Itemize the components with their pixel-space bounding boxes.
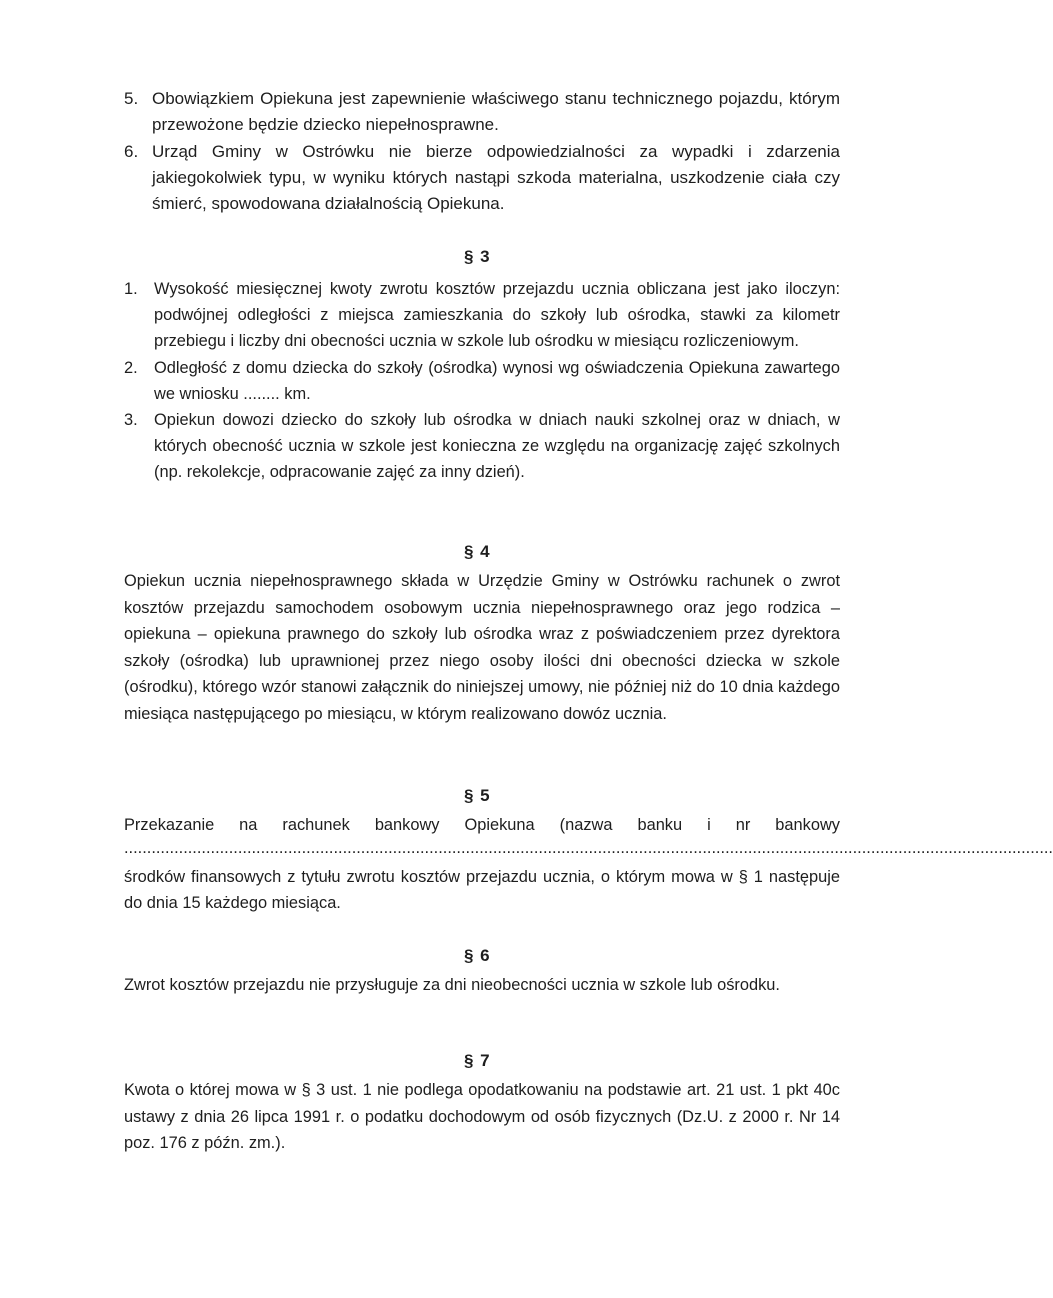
list-item bbox=[124, 139, 840, 218]
section-5-line-1: Przekazanie na rachunek bankowy Opiekuna (nazwa banku i nr bankowy bbox=[124, 816, 840, 834]
section-5-text: środków finansowych z tytułu zwrotu kosztów przejazdu ucznia, o którym mowa w § 1 następuje do dnia 15 każdego miesiąca. bbox=[124, 868, 840, 913]
section-3-heading: § 3 bbox=[464, 247, 491, 266]
item-number: 1. bbox=[124, 280, 138, 298]
item-number: 6. bbox=[124, 141, 139, 161]
list-section-3 bbox=[124, 276, 840, 486]
section-5-paragraph bbox=[124, 812, 1053, 917]
section-6-heading: § 6 bbox=[464, 946, 491, 965]
list-item bbox=[124, 355, 840, 407]
list-item bbox=[124, 407, 840, 486]
item-text: Odległość z domu dziecka do szkoły (ośrodka) wynosi wg oświadczenia Opiekuna zawartego we wniosku ........ km. bbox=[154, 358, 840, 403]
section-7-paragraph: Kwota o której mowa w § 3 ust. 1 nie podlega opodatkowaniu na podstawie art. 21 ust. 1 pkt 40c ustawy z dnia 26 lipca 1991 r. o podatku dochodowym od osób fizycznych (Dz.U. z 2000 r. Nr 14 poz. 176 z późn. zm.). bbox=[124, 1081, 840, 1152]
section-6-paragraph: Zwrot kosztów przejazdu nie przysługuje za dni nieobecności ucznia w szkole lub ośrodku. bbox=[124, 976, 780, 994]
section-4-heading: § 4 bbox=[464, 542, 491, 561]
section-5-heading: § 5 bbox=[464, 786, 491, 805]
item-text: Opiekun dowozi dziecko do szkoły lub ośrodka w dniach nauki szkolnej oraz w dniach, w których obecność ucznia w szkole jest konieczna ze względu na organizację zajęć szkolnych (np. rekolekcje, odpracowanie zajęć za inny dzień). bbox=[154, 411, 840, 482]
list-top bbox=[124, 86, 840, 217]
item-number: 2. bbox=[124, 358, 138, 377]
list-item bbox=[124, 86, 840, 139]
item-text: Urząd Gminy w Ostrówku nie bierze odpowiedzialności za wypadki i zdarzenia jakiegokolwiek typu, w wyniku których nastąpi szkoda materialna, uszkodzenie ciała czy śmierć, spowodowana działalnością Opiekuna. bbox=[152, 141, 840, 214]
list-item bbox=[124, 276, 840, 355]
item-number: 3. bbox=[124, 411, 138, 430]
bank-account-dotted-line: ............................................................................................................................................................................................................ bbox=[124, 839, 1053, 858]
section-7-heading: § 7 bbox=[464, 1051, 491, 1070]
item-number: 5. bbox=[124, 89, 139, 108]
item-text: Obowiązkiem Opiekuna jest zapewnienie właściwego stanu technicznego pojazdu, którym przewożone będzie dziecko niepełnosprawne. bbox=[152, 89, 840, 135]
item-text: Wysokość miesięcznej kwoty zwrotu kosztów przejazdu ucznia obliczana jest jako iloczyn: podwójnej odległości z miejsca zamieszkania do szkoły lub ośrodka, stawki za kilometr przebiegu i liczby dni obecności ucznia w szkole lub ośrodku w miesiącu rozliczeniowym. bbox=[154, 280, 840, 351]
section-4-paragraph: Opiekun ucznia niepełnosprawnego składa w Urzędzie Gminy w Ostrówku rachunek o zwrot kosztów przejazdu samochodem osobowym ucznia niepełnosprawnego oraz jego rodzica – opiekuna – opiekuna prawnego do szkoły lub ośrodka wraz z poświadczeniem przez dyrektora szkoły (ośrodka) lub uprawnionej przez niego osoby ilości dni obecności dziecka w szkole (ośrodku), którego wzór stanowi załącznik do niniejszej umowy, nie później niż do 10 dnia każdego miesiąca następującego po miesiącu, w którym realizowano dowóz ucznia. bbox=[124, 572, 840, 723]
